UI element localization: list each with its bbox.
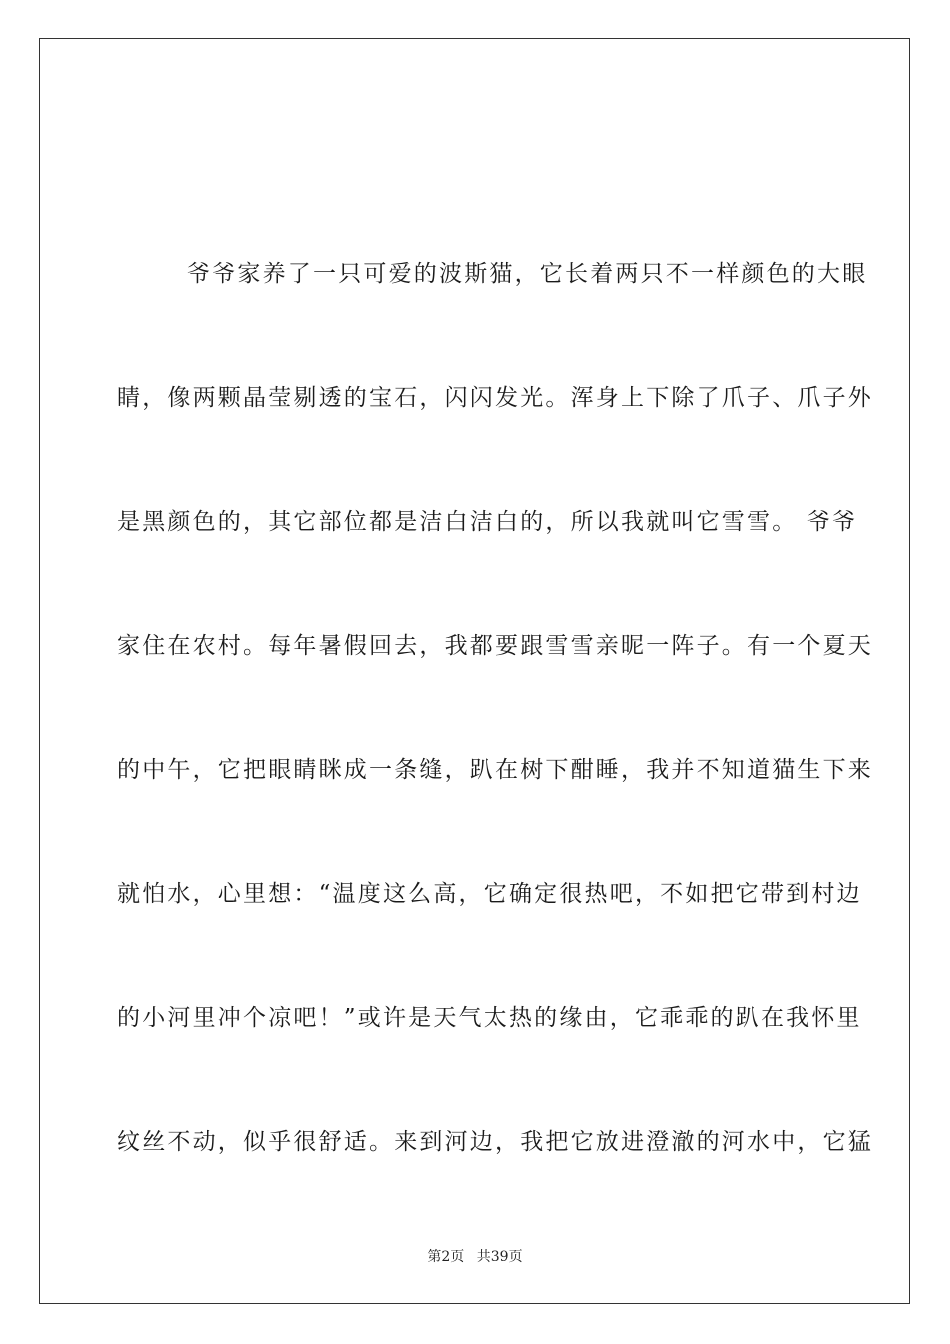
paragraph-line: 是黑颜色的，其它部位都是洁白洁白的，所以我就叫它雪雪。 爷爷 [117,509,858,535]
paragraph-line: 的小河里冲个凉吧！”或许是天气太热的缘由，它乖乖的趴在我怀里 [117,1005,862,1031]
current-page-number: 第2页 [427,1249,465,1265]
paragraph-line: 的中午，它把眼睛眯成一条缝，趴在树下酣睡，我并不知道猫生下来 [117,757,873,783]
document-body [117,240,873,1232]
paragraph-line: 家住在农村。每年暑假回去，我都要跟雪雪亲昵一阵子。有一个夏天 [117,633,873,659]
page-footer [0,1246,950,1266]
paragraph-line: 就怕水，心里想：“温度这么高，它确定很热吧，不如把它带到村边 [117,881,862,907]
paragraph-line: 睛，像两颗晶莹剔透的宝石，闪闪发光。浑身上下除了爪子、爪子外 [117,385,873,411]
paragraph-line: 纹丝不动，似乎很舒适。来到河边，我把它放进澄澈的河水中，它猛 [117,1129,873,1155]
total-pages: 共39页 [476,1249,523,1265]
paragraph-line: 爷爷家养了一只可爱的波斯猫，它长着两只不一样颜色的大眼 [187,261,868,287]
